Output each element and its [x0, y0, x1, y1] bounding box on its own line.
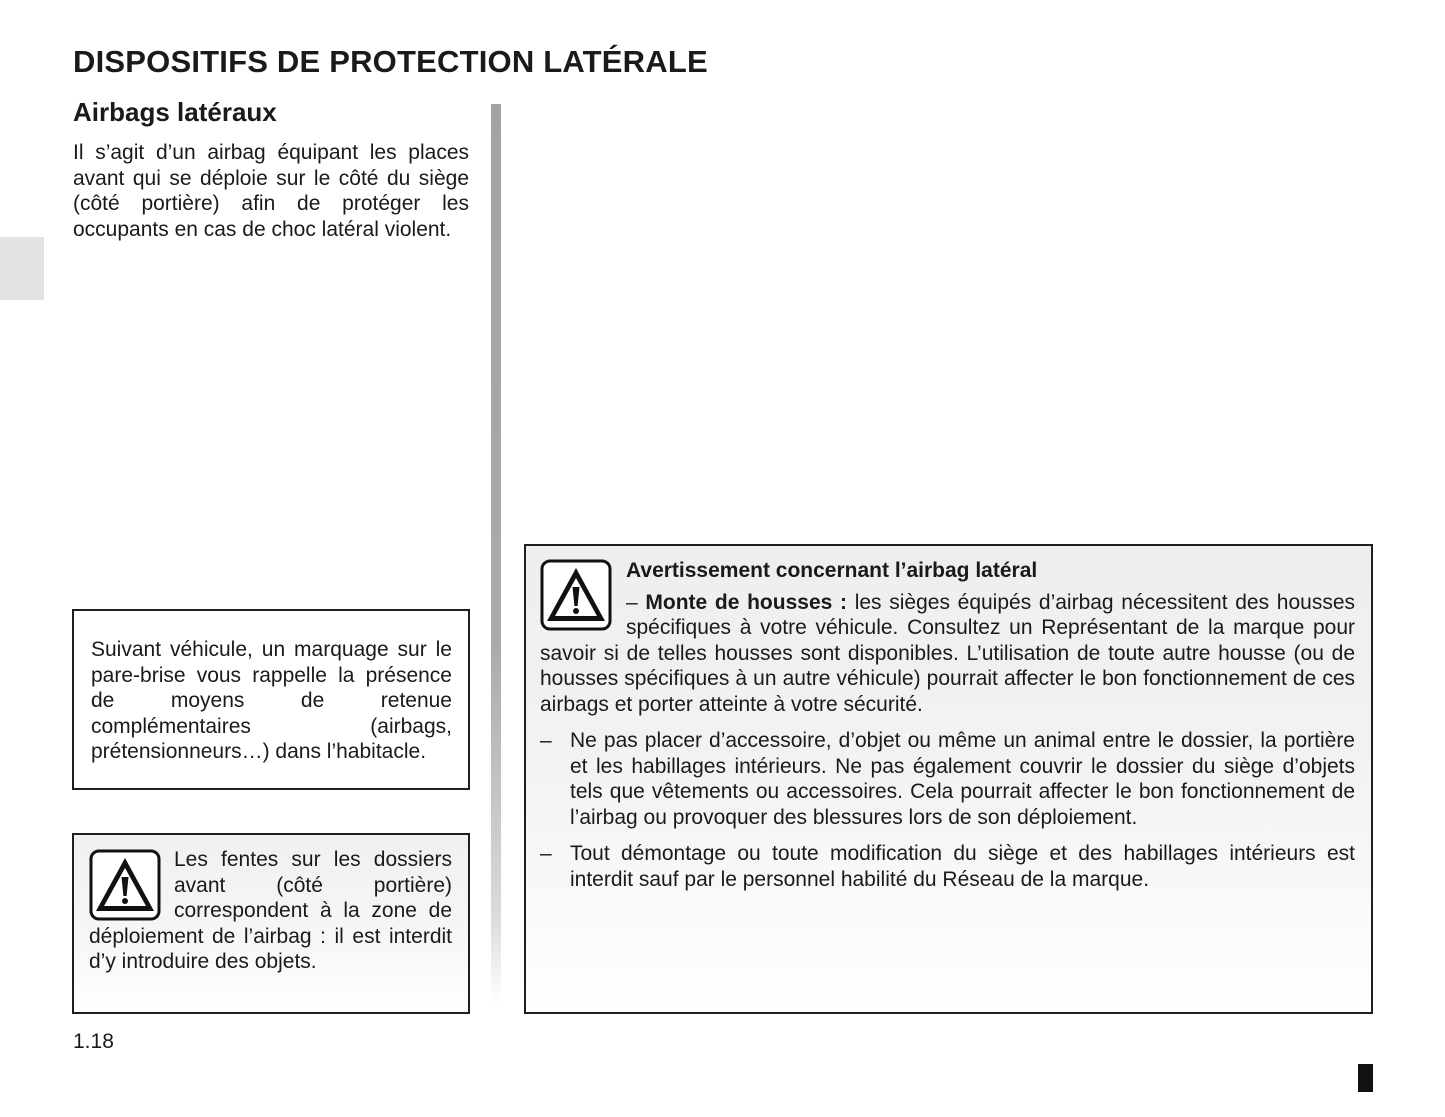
- page-title: DISPOSITIFS DE PROTECTION LATÉRALE: [73, 44, 708, 79]
- chapter-tab: [0, 237, 44, 300]
- list-dash: –: [626, 590, 638, 614]
- seat-slot-warning-text: Les fentes sur les dossiers avant (côté portière) correspondent à la zone de déploiement de l’airbag : il est interdit d’y introduire des objets.: [89, 848, 452, 973]
- section-heading: Airbags latéraux: [73, 97, 277, 127]
- page-number: 1.18: [73, 1030, 114, 1053]
- list-item: [540, 590, 1355, 718]
- side-airbag-warning-title: Avertissement concernant l’airbag latéral: [626, 559, 1038, 582]
- dismantling-warning-text: Tout démontage ou toute modification du siège et des habillages intérieurs est interdit sauf par le personnel habilité du Réseau de la marque.: [570, 842, 1355, 891]
- side-airbag-warning-list: [540, 590, 1355, 893]
- seat-cover-label: Monte de housses :: [645, 590, 847, 614]
- side-airbag-warning: [524, 544, 1373, 1014]
- list-item: [540, 841, 1355, 892]
- list-dash: –: [540, 842, 552, 865]
- list-item: [540, 728, 1355, 830]
- page-edge-marker: [1358, 1064, 1373, 1092]
- seat-cover-text: les sièges équipés d’airbag nécessitent des housses spécifiques à votre véhicule. Consultez un Représentant de la marque pour savoir si de telles housses sont disponibles. L’utilisation de toute autre housse (ou de housses spécifiques à un autre véhicule) pourrait affecter le bon fonctionnement de ces airbags et porter atteinte à votre sécurité.: [540, 590, 1355, 716]
- intro-paragraph: Il s’agit d’un airbag équipant les places avant qui se déploie sur le côté du siège (côté portière) afin de protéger les occupants en cas de choc latéral violent.: [73, 141, 469, 241]
- accessory-warning-text: Ne pas placer d’accessoire, d’objet ou même un animal entre le dossier, la portière et les habillages intérieurs. Ne pas également couvrir le dossier du siège d’objets tels que vêtements ou accessoires. Cela pourrait affecter le bon fonctionnement de l’airbag ou provoquer des blessures lors de son déploiement.: [570, 729, 1355, 829]
- windscreen-marking-note: [72, 609, 470, 790]
- warning-triangle-icon: [89, 849, 161, 921]
- warning-triangle-icon: [540, 559, 612, 631]
- column-divider: [491, 104, 501, 1004]
- windscreen-marking-text: Suivant véhicule, un marquage sur le pare-brise vous rappelle la présence de moyens de retenue complémentaires (airbags, prétensionneurs…) dans l’habitacle.: [91, 638, 452, 763]
- seat-slot-warning: [72, 833, 470, 1014]
- list-dash: –: [540, 729, 552, 752]
